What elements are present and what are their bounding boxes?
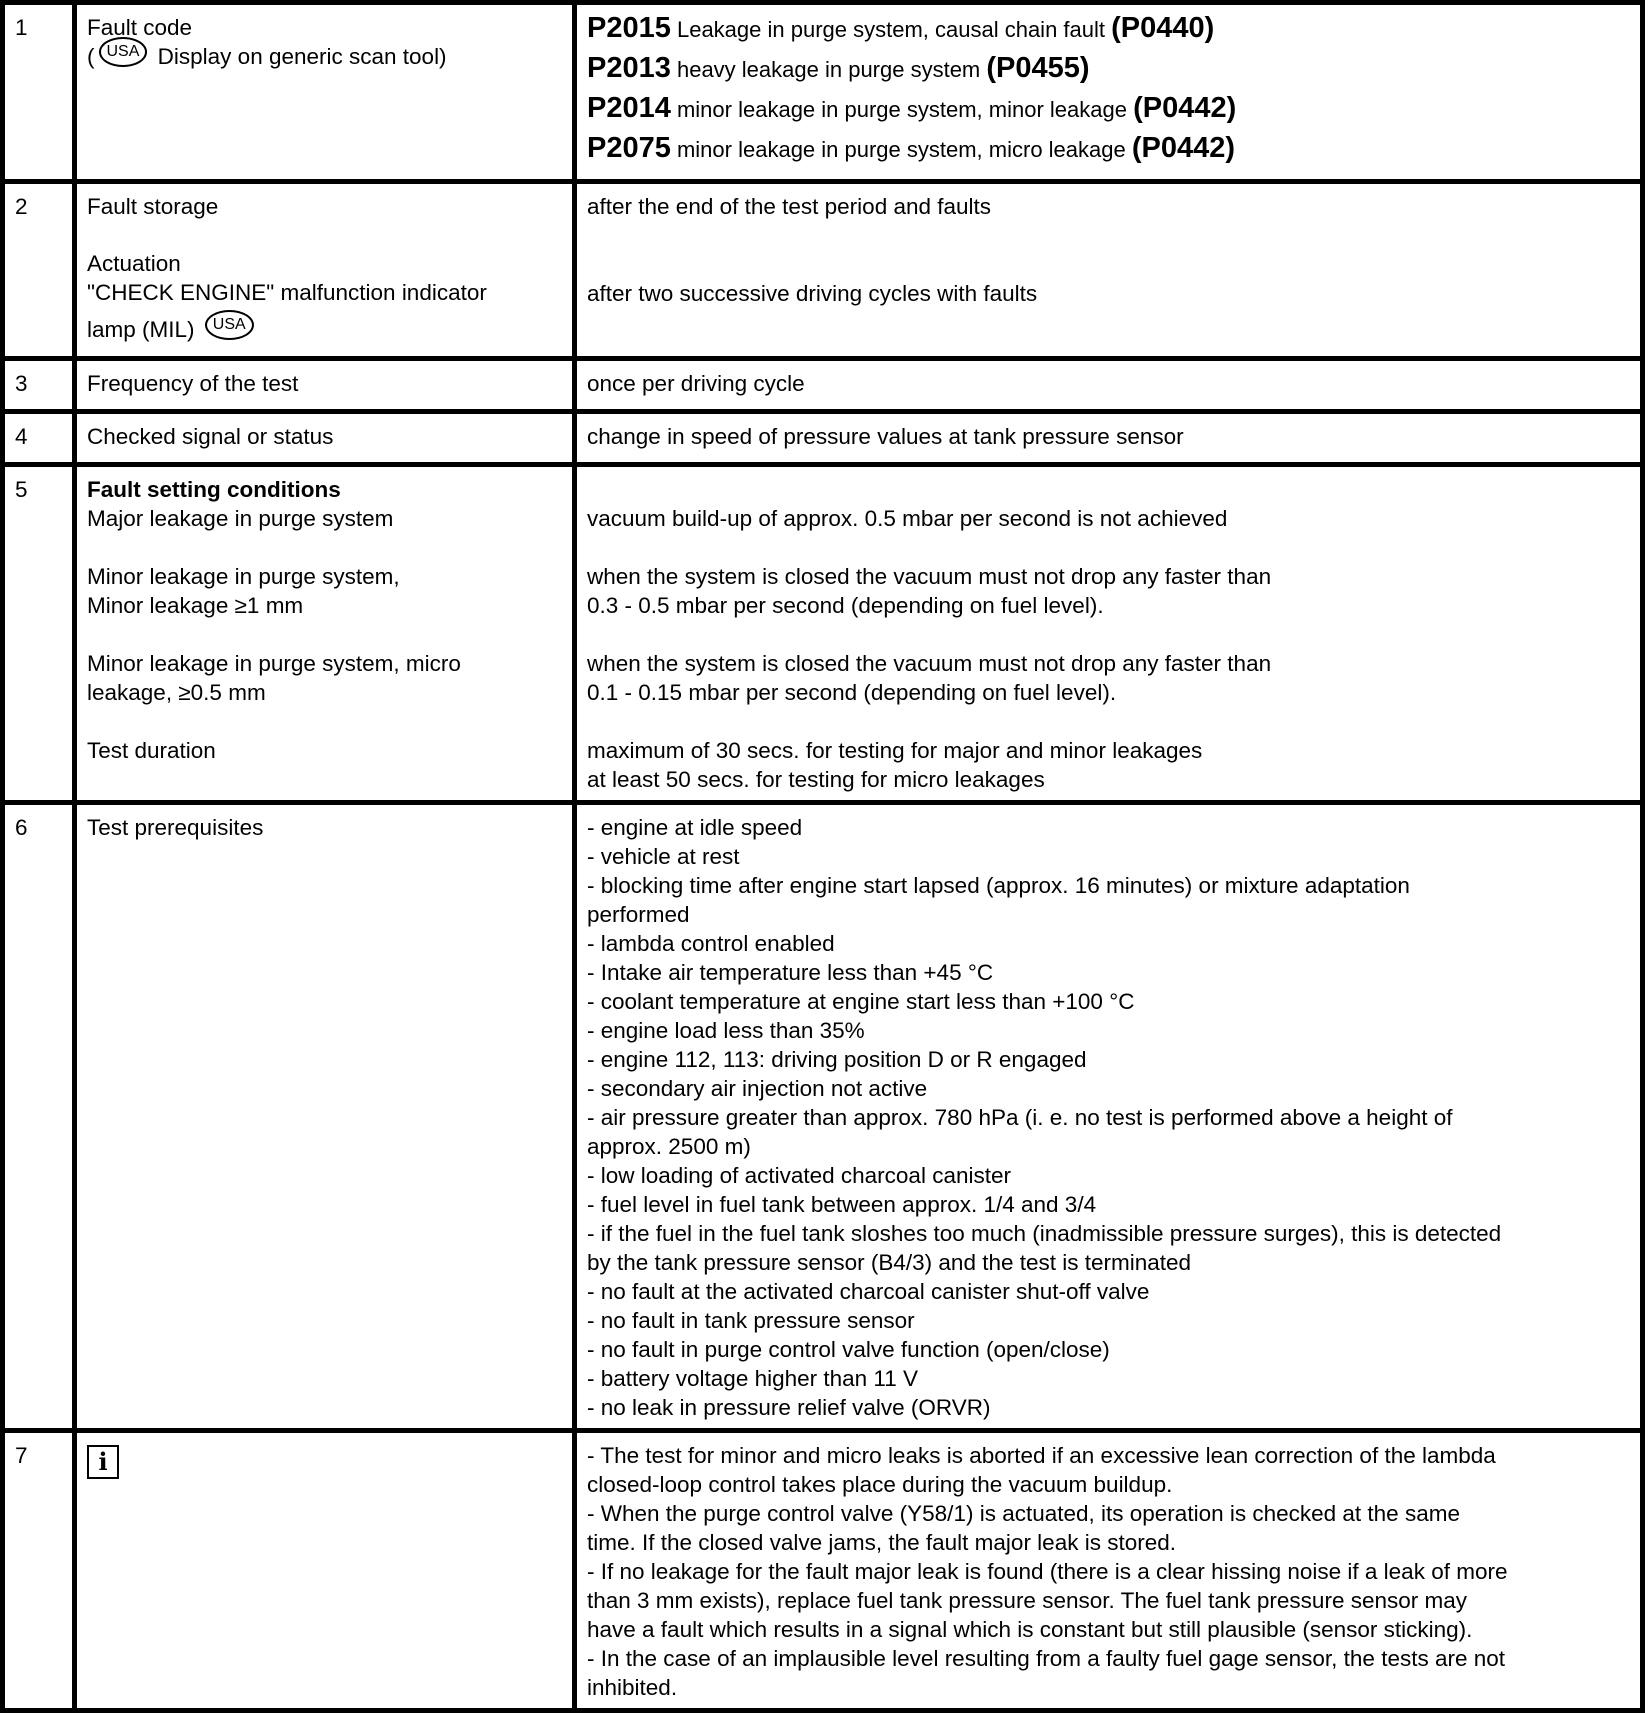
table-row-fault-code [3,3,1643,182]
fault-code: P2013 [587,52,671,84]
condition-label: Minor leakage in purge system, [87,564,400,589]
prerequisite-line: - low loading of activated charcoal canister [587,1163,1011,1188]
prerequisite-line: - coolant temperature at engine start less than +100 °C [587,989,1135,1014]
condition-label: Minor leakage ≥1 mm [87,593,304,618]
prerequisite-line: - no leak in pressure relief valve (ORVR) [587,1395,991,1420]
table-row-test-prerequisites [3,803,1643,1431]
fault-code-desc: Leakage in purge system, causal chain fault [670,17,1112,42]
condition-label: Major leakage in purge system [87,506,394,531]
checked-signal-value: change in speed of pressure values at tank pressure sensor [575,412,1643,465]
prerequisite-line: - battery voltage higher than 11 V [587,1366,919,1391]
note-line: - When the purge control valve (Y58/1) is actuated, its operation is checked at the same [587,1501,1460,1526]
fault-code-entry [587,49,1630,89]
fault-code: P2014 [587,92,671,124]
generic-code: (P0440) [1111,12,1215,44]
condition-value: vacuum build-up of approx. 0.5 mbar per second is not achieved [587,506,1228,531]
paren-open: ( [87,44,95,69]
generic-scan-tool-note [87,42,562,73]
table-row-checked-signal [3,412,1643,465]
test-prerequisites-list [575,803,1643,1431]
table-row-frequency [3,359,1643,412]
note-line: have a fault which results in a signal which is constant but still plausible (sensor sticking). [587,1617,1473,1642]
test-prerequisites-label: Test prerequisites [75,803,575,1431]
fault-code-entry [587,129,1630,169]
fault-code-label: Fault code [87,15,193,40]
fault-code-entry [587,9,1630,49]
spacer [587,620,1630,649]
prerequisite-line: - engine load less than 35% [587,1018,865,1043]
row-number: 1 [3,3,75,182]
prerequisite-line: by the tank pressure sensor (B4/3) and the test is terminated [587,1250,1192,1275]
note-line: than 3 mm exists), replace fuel tank pressure sensor. The fuel tank pressure sensor may [587,1588,1467,1613]
row-number: 6 [3,803,75,1431]
prerequisite-line: performed [587,902,690,927]
info-icon: i [87,1445,119,1479]
generic-code: (P0442) [1133,92,1237,124]
prerequisite-line: - secondary air injection not active [587,1076,928,1101]
fault-storage-label: Fault storage [87,194,219,219]
mil-label: "CHECK ENGINE" malfunction indicator [87,280,487,305]
spacer [587,475,1630,504]
fault-code-desc: minor leakage in purge system, micro leakage [670,137,1132,162]
fault-conditions-value-cell [575,465,1643,803]
table-row-fault-conditions [3,465,1643,803]
row-number: 3 [3,359,75,412]
fault-code: P2075 [587,132,671,164]
notes-icon-cell [75,1431,575,1711]
note-line: - In the case of an implausible level resulting from a faulty fuel gage sensor, the tests are not [587,1646,1506,1671]
fault-storage-value-cell [575,182,1643,359]
actuation-label: Actuation [87,251,181,276]
prerequisite-line: - no fault in purge control valve function (open/close) [587,1337,1110,1362]
fault-conditions-label-cell [75,465,575,803]
condition-value: at least 50 secs. for testing for micro leakages [587,767,1045,792]
condition-value: when the system is closed the vacuum must not drop any faster than [587,651,1272,676]
note-line: closed-loop control takes place during the vacuum buildup. [587,1472,1173,1497]
spacer [87,221,562,249]
fault-code-label-cell [75,3,575,182]
prerequisite-line: - if the fuel in the fuel tank sloshes too much (inadmissible pressure surges), this is detected [587,1221,1502,1246]
note-line: - The test for minor and micro leaks is aborted if an excessive lean correction of the lambda [587,1443,1496,1468]
prerequisite-line: - no fault in tank pressure sensor [587,1308,915,1333]
generic-code: (P0455) [986,52,1090,84]
mil-actuation-value: after two successive driving cycles with faults [587,281,1038,306]
table-row-fault-storage [3,182,1643,359]
row-number: 4 [3,412,75,465]
note-line: time. If the closed valve jams, the fault major leak is stored. [587,1530,1176,1555]
mil-lamp-label [87,315,562,346]
generic-code: (P0442) [1131,132,1236,164]
generic-scan-tool-text: Display on generic scan tool) [151,44,447,69]
row-number: 7 [3,1431,75,1711]
fault-code-desc: heavy leakage in purge system [670,57,987,82]
condition-label: leakage, ≥0.5 mm [87,680,266,705]
fault-conditions-heading: Fault setting conditions [87,477,341,502]
fault-storage-value: after the end of the test period and faults [587,194,992,219]
fault-storage-label-cell [75,182,575,359]
spacer [587,707,1630,736]
note-line: inhibited. [587,1675,678,1700]
row-number: 2 [3,182,75,359]
prerequisite-line: - no fault at the activated charcoal canister shut-off valve [587,1279,1150,1304]
frequency-value: once per driving cycle [575,359,1643,412]
row-number: 5 [3,465,75,803]
mil-lamp-text: lamp (MIL) [87,317,201,342]
spacer [87,533,562,562]
notes-text-cell [575,1431,1643,1711]
prerequisite-line: - air pressure greater than approx. 780 hPa (i. e. no test is performed above a height of [587,1105,1453,1130]
prerequisite-line: - vehicle at rest [587,844,740,869]
spacer [587,221,1630,279]
prerequisite-line: - engine at idle speed [587,815,803,840]
condition-value: 0.3 - 0.5 mbar per second (depending on fuel level). [587,593,1104,618]
condition-value: when the system is closed the vacuum must not drop any faster than [587,564,1272,589]
prerequisite-line: - engine 112, 113: driving position D or R engaged [587,1047,1087,1072]
table-row-notes [3,1431,1643,1711]
spacer [87,707,562,736]
prerequisite-line: approx. 2500 m) [587,1134,751,1159]
spacer [87,620,562,649]
fault-code-entry [587,89,1630,129]
condition-value: maximum of 30 secs. for testing for major and minor leakages [587,738,1203,763]
prerequisite-line: - lambda control enabled [587,931,835,956]
prerequisite-line: - blocking time after engine start lapsed (approx. 16 minutes) or mixture adaptation [587,873,1410,898]
checked-signal-label: Checked signal or status [75,412,575,465]
fault-code-desc: minor leakage in purge system, minor leakage [670,97,1134,122]
fault-code: P2015 [587,12,671,44]
prerequisite-line: - fuel level in fuel tank between approx. 1/4 and 3/4 [587,1192,1097,1217]
note-line: - If no leakage for the fault major leak is found (there is a clear hissing noise if a leak of more [587,1559,1508,1584]
usa-badge-icon: USA [205,310,254,340]
usa-badge-icon: USA [99,37,148,67]
condition-label: Test duration [87,738,216,763]
condition-label: Minor leakage in purge system, micro [87,651,461,676]
prerequisite-line: - Intake air temperature less than +45 °C [587,960,994,985]
condition-value: 0.1 - 0.15 mbar per second (depending on fuel level). [587,680,1117,705]
fault-code-list-cell [575,3,1643,182]
frequency-label: Frequency of the test [75,359,575,412]
spacer [587,533,1630,562]
